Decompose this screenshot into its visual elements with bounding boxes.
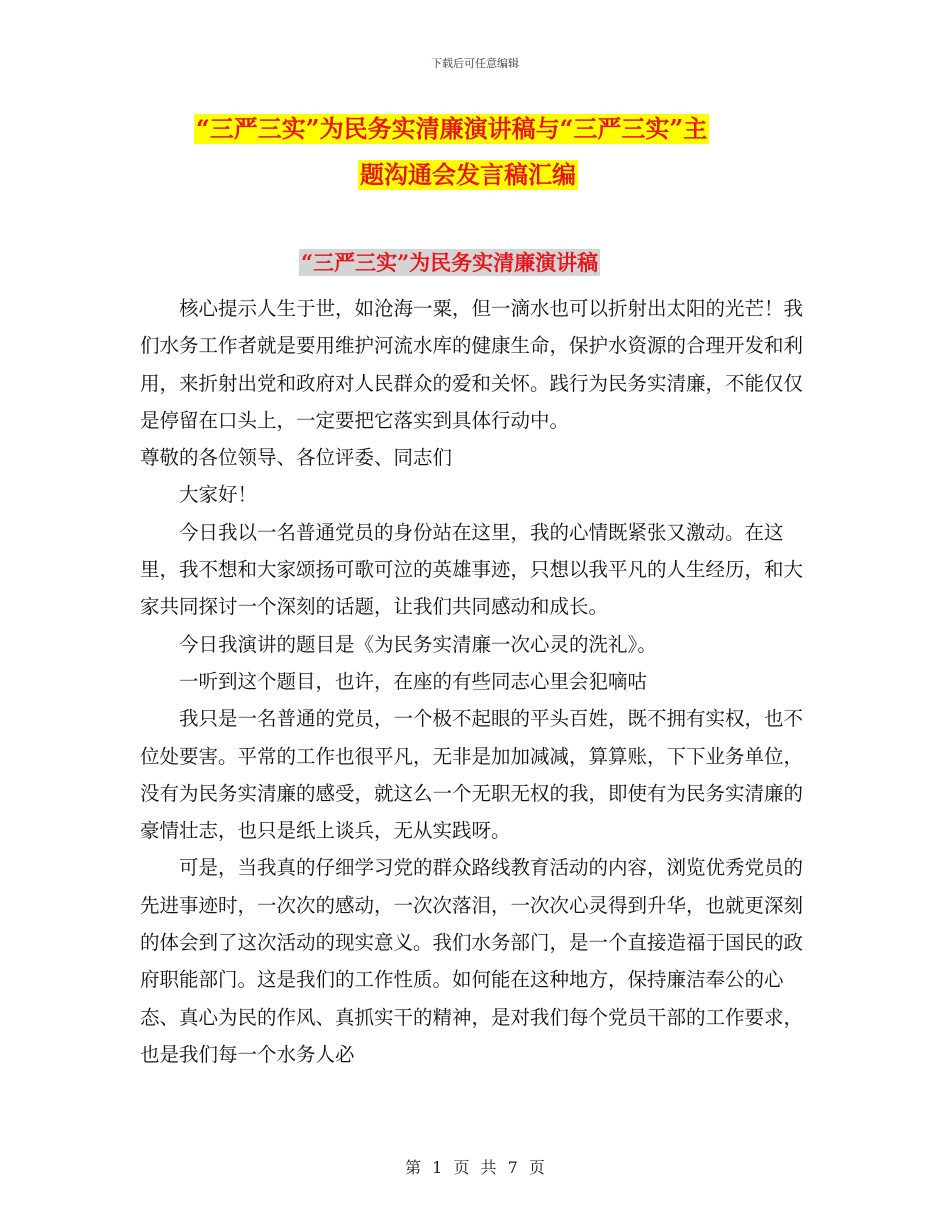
paragraph-intro: 核心提示人生于世，如沧海一粟，但一滴水也可以折射出太阳的光芒！我们水务工作者就是要用维护河流水库的健康生命，保护水资源的合理开发和利用，来折射出党和政府对人民群众的爱和关怀。践行为民务实清廉，不能仅仅是停留在口头上，一定要把它落实到具体行动中。 bbox=[140, 297, 804, 432]
section-subtitle: “三严三实”为民务实清廉演讲稿 bbox=[301, 250, 599, 275]
paragraph: 今日我演讲的题目是《为民务实清廉一次心灵的洗礼》。 bbox=[179, 632, 657, 656]
paragraph: 一听到这个题目，也许，在座的有些同志心里会犯嘀咕 bbox=[179, 669, 648, 693]
paragraph: 今日我以一名普通党员的身份站在这里，我的心情既紧张又激动。在这里，我不想和大家颂扬可歌可泣的英雄事迹，只想以我平凡的人生经历，和大家共同探讨一个深刻的话题，让我们共同感动和成长。 bbox=[140, 520, 804, 619]
paragraph: 可是，当我真的仔细学习党的群众路线教育活动的内容，浏览优秀党员的先进事迹时，一次次的感动，一次次落泪，一次次心灵得到升华，也就更深刻的体会到了这次活动的现实意义。我们水务部门，是一个直接造福于国民的政府职能部门。这是我们的工作性质。如何能在这种地方，保持廉洁奉公的心态、真心为民的作风、真抓实干的精神，是对我们每个党员干部的工作要求，也是我们每一个水务人必 bbox=[140, 856, 804, 1066]
paragraph-greeting: 大家好！ bbox=[179, 483, 258, 507]
paragraph: 我只是一名普通的党员，一个极不起眼的平头百姓，既不拥有实权，也不位处要害。平常的工作也很平凡，无非是加加减减，算算账，下下业务单位，没有为民务实清廉的感受，就这么一个无职无权的我，即使有为民务实清廉的豪情壮志，也只是纸上谈兵，无从实践呀。 bbox=[140, 707, 804, 843]
document-title-line-2: 题沟通会发言稿汇编 bbox=[360, 160, 576, 189]
page-number-footer: 第 1 页 共 7 页 bbox=[405, 1158, 545, 1177]
body-text bbox=[140, 290, 810, 1073]
paragraph-salutation: 尊敬的各位领导、各位评委、同志们 bbox=[140, 446, 453, 470]
document-title-line-1: “三严三实”为民务实清廉演讲稿与“三严三实”主 bbox=[196, 114, 708, 143]
header-note: 下载后可任意编辑 bbox=[431, 57, 519, 70]
